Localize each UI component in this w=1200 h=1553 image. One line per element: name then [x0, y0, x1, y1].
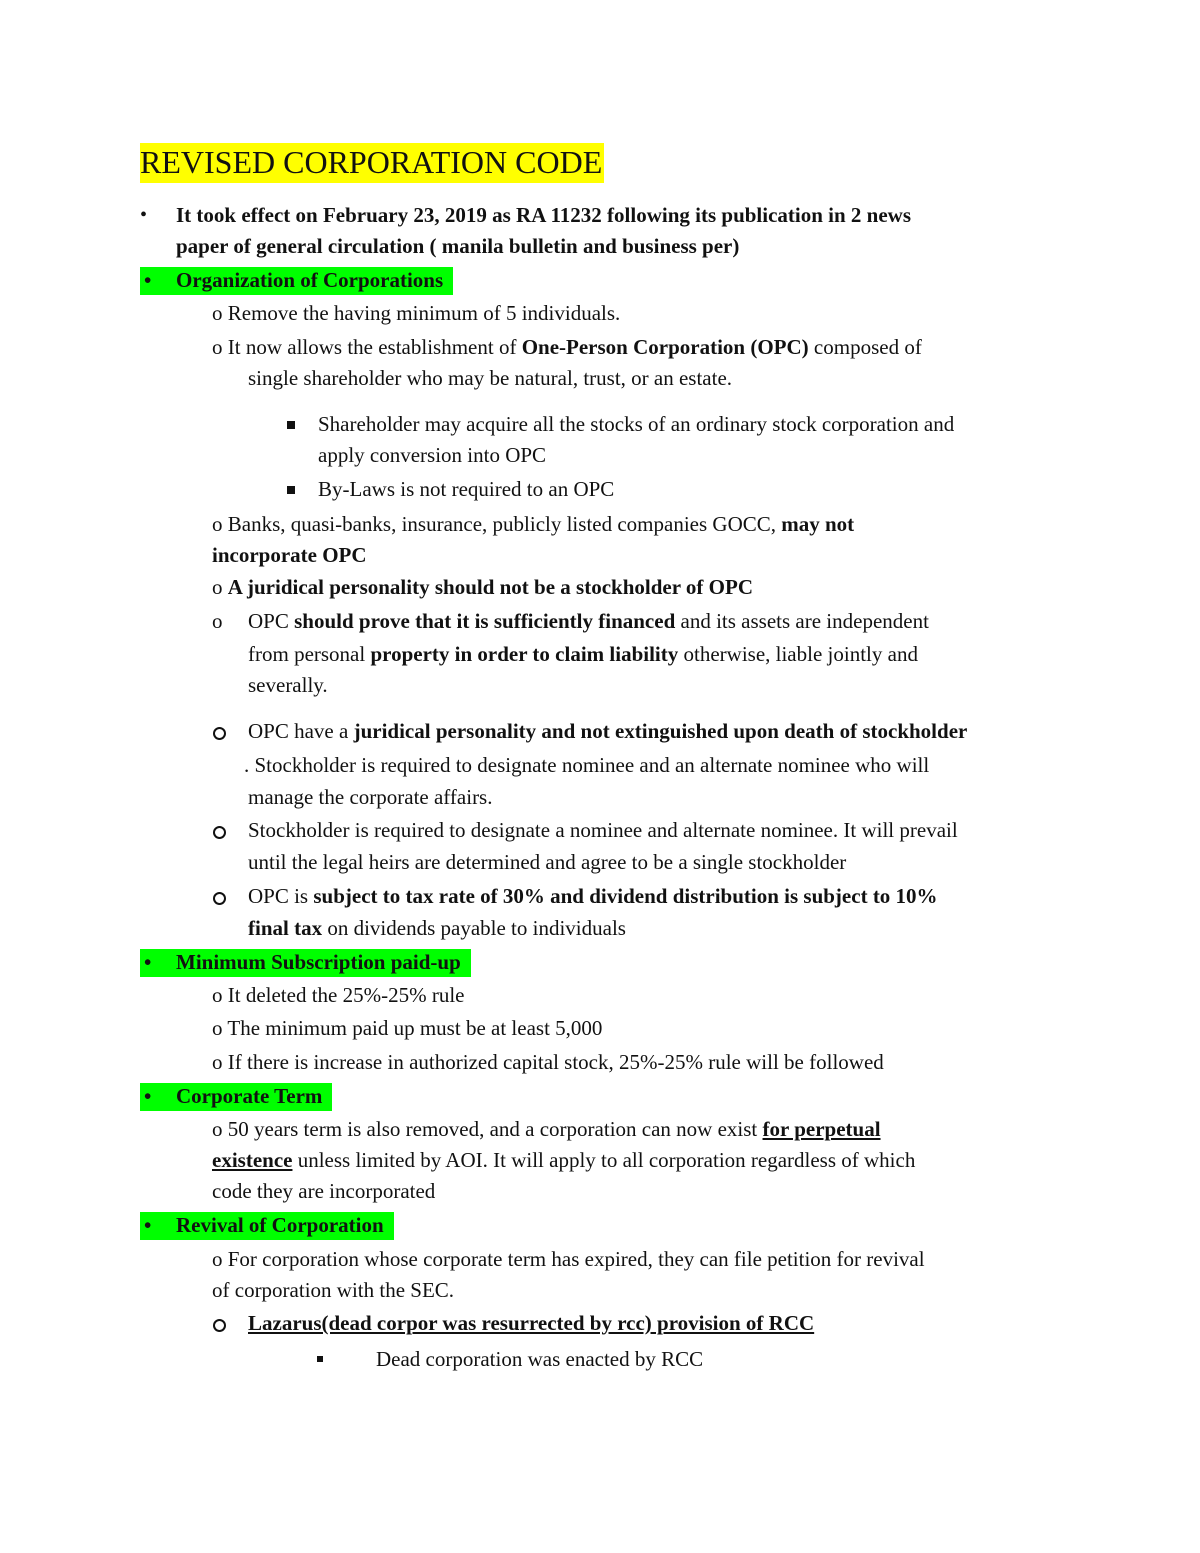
org-point-3-cont: incorporate OPC [212, 543, 367, 567]
section-heading-minimum-subscription: • Minimum Subscription paid-up [140, 952, 471, 973]
revival-point-1-cont: of corporation with the SEC. [212, 1278, 455, 1302]
org-point-6-cont: . Stockholder is required to designate nominee and an alternate nominee who will [244, 753, 930, 777]
revival-point-1: o For corporation whose corporate term has expired, they can file petition for revival [212, 1247, 925, 1271]
square-bullet-icon [287, 421, 295, 429]
org-point-5: OPC should prove that it is sufficiently financed and its assets are independent [248, 609, 929, 633]
term-point-1: o 50 years term is also removed, and a corporation can now exist for perpetual [212, 1117, 881, 1141]
term-point-1-cont: existence unless limited by AOI. It will apply to all corporation regardless of which [212, 1148, 916, 1172]
revival-sub-1: Dead corporation was enacted by RCC [376, 1347, 704, 1371]
org-point-2-cont: single shareholder who may be natural, trust, or an estate. [248, 366, 733, 390]
org-sub-1-cont: apply conversion into OPC [318, 443, 547, 467]
org-point-1: o Remove the having minimum of 5 individuals. [212, 301, 621, 325]
org-point-8-cont: final tax on dividends payable to individuals [248, 916, 626, 940]
circle-bullet-icon [213, 1319, 226, 1332]
org-point-2: o It now allows the establishment of One-Person Corporation (OPC) composed of [212, 335, 922, 359]
minsub-point-2: o The minimum paid up must be at least 5,000 [212, 1016, 603, 1040]
org-point-7-cont: until the legal heirs are determined and agree to be a single stockholder [248, 850, 847, 874]
org-point-5-cont-2: severally. [248, 673, 328, 697]
section-heading-revival: • Revival of Corporation [140, 1215, 394, 1236]
square-bullet-icon [317, 1356, 323, 1362]
title-text: REVISED CORPORATION CODE [140, 143, 604, 183]
circle-bullet-icon [213, 892, 226, 905]
org-point-6: OPC have a juridical personality and not extinguished upon death of stockholder [248, 719, 968, 743]
bullet-icon: • [140, 204, 148, 226]
section-heading-corporate-term: • Corporate Term [140, 1086, 332, 1107]
org-sub-2: By-Laws is not required to an OPC [318, 477, 615, 501]
org-point-3: o Banks, quasi-banks, insurance, publicly listed companies GOCC, may not [212, 512, 855, 536]
page-title [140, 146, 604, 178]
minsub-point-1: o It deleted the 25%-25% rule [212, 983, 465, 1007]
revival-point-2: Lazarus(dead corpor was resurrected by rcc) provision of RCC [248, 1311, 815, 1335]
org-point-7: Stockholder is required to designate a nominee and alternate nominee. It will prevail [248, 818, 958, 842]
section-heading-organization: • Organization of Corporations [140, 270, 453, 291]
circle-bullet-icon [213, 826, 226, 839]
intro-line-2: paper of general circulation ( manila bulletin and business per) [176, 234, 740, 258]
org-sub-1: Shareholder may acquire all the stocks of an ordinary stock corporation and [318, 412, 955, 436]
org-point-8: OPC is subject to tax rate of 30% and dividend distribution is subject to 10% [248, 884, 938, 908]
org-point-6-cont-2: manage the corporate affairs. [248, 785, 493, 809]
square-bullet-icon [287, 486, 295, 494]
org-point-5-marker: o [212, 609, 223, 633]
intro-line-1: It took effect on February 23, 2019 as RA 11232 following its publication in 2 news [176, 203, 912, 227]
term-point-1-cont-2: code they are incorporated [212, 1179, 436, 1203]
circle-bullet-icon [213, 727, 226, 740]
org-point-5-cont: from personal property in order to claim liability otherwise, liable jointly and [248, 642, 918, 666]
minsub-point-3: o If there is increase in authorized capital stock, 25%-25% rule will be followed [212, 1050, 884, 1074]
org-point-4: o A juridical personality should not be a stockholder of OPC [212, 575, 753, 599]
